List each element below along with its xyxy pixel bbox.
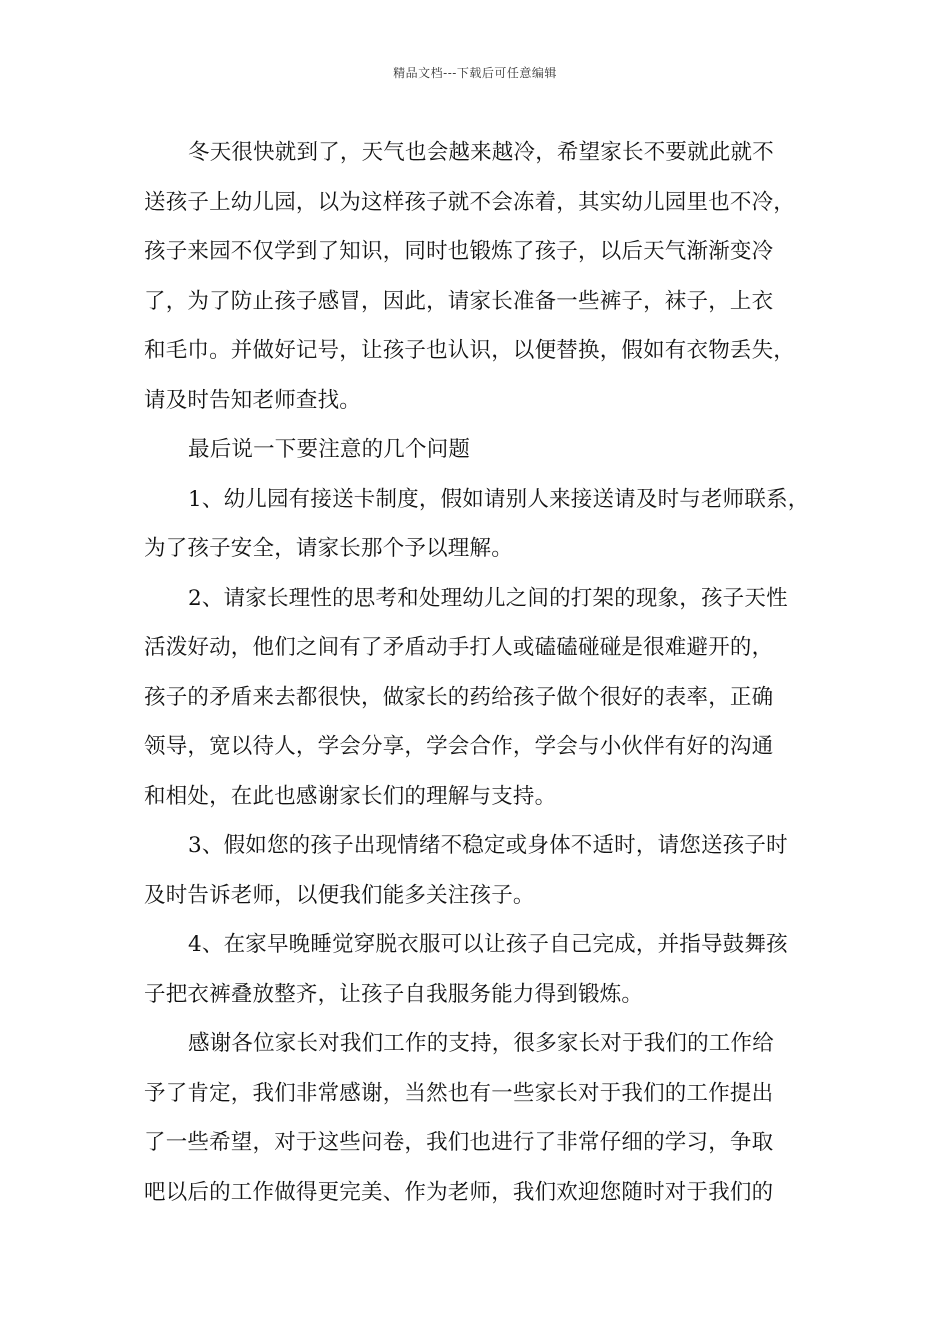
text-line: 3、假如您的孩子出现情绪不稳定或身体不适时，请您送孩子时 xyxy=(188,833,788,858)
text-line: 送孩子上幼儿园，以为这样孩子就不会冻着，其实幼儿园里也不冷， xyxy=(144,189,796,215)
text-line: 子把衣裤叠放整齐，让孩子自我服务能力得到锻炼。 xyxy=(144,981,644,1007)
text-line: 了一些希望，对于这些问卷，我们也进行了非常仔细的学习，争取 xyxy=(144,1130,774,1155)
text-line: 活泼好动，他们之间有了矛盾动手打人或磕磕碰碰是很难避开的， xyxy=(144,635,774,660)
text-line: 及时告诉老师，以便我们能多关注孩子。 xyxy=(144,882,535,908)
text-line: 1、幼儿园有接送卡制度，假如请别人来接送请及时与老师联系， xyxy=(188,486,810,512)
paragraph-thanks xyxy=(144,1019,820,1217)
text-line: 和相处，在此也感谢家长们的理解与支持。 xyxy=(144,783,557,809)
text-line: 予了肯定，我们非常感谢，当然也有一些家长对于我们的工作提出 xyxy=(144,1080,774,1106)
text-line: 了，为了防止孩子感冒，因此，请家长准备一些裤子，袜子，上衣 xyxy=(144,288,774,314)
text-line: 孩子的矛盾来去都很快，做家长的药给孩子做个很好的表率，正确 xyxy=(144,684,774,710)
paragraph-winter-notice xyxy=(144,128,820,425)
text-line: 和毛巾。并做好记号，让孩子也认识，以便替换，假如有衣物丢失， xyxy=(144,338,796,363)
text-line: 为了孩子安全，请家长那个予以理解。 xyxy=(144,536,513,561)
paragraph-item-3 xyxy=(144,821,820,920)
text-line: 领导，宽以待人，学会分享，学会合作，学会与小伙伴有好的沟通 xyxy=(144,734,774,759)
text-line: 孩子来园不仅学到了知识，同时也锻炼了孩子，以后天气渐渐变冷 xyxy=(144,239,774,264)
paragraph-item-1 xyxy=(144,475,820,574)
paragraph-item-4 xyxy=(144,920,820,1019)
text-line: 冬天很快就到了，天气也会越来越冷，希望家长不要就此就不 xyxy=(188,140,774,165)
paragraph-item-2 xyxy=(144,574,820,822)
page-header: 精品文档---下载后可任意编辑 xyxy=(393,66,557,80)
text-line: 吧以后的工作做得更完美、作为老师，我们欢迎您随时对于我们的 xyxy=(144,1179,774,1205)
text-line: 感谢各位家长对我们工作的支持，很多家长对于我们的工作给 xyxy=(188,1031,774,1056)
document-body xyxy=(144,128,820,1217)
paragraph-notes-intro xyxy=(144,425,820,475)
text-line: 请及时告知老师查找。 xyxy=(144,387,362,413)
text-line: 最后说一下要注意的几个问题 xyxy=(188,437,471,462)
text-line: 4、在家早晚睡觉穿脱衣服可以让孩子自己完成，并指导鼓舞孩 xyxy=(188,932,788,957)
text-line: 2、请家长理性的思考和处理幼儿之间的打架的现象，孩子天性 xyxy=(188,585,788,611)
